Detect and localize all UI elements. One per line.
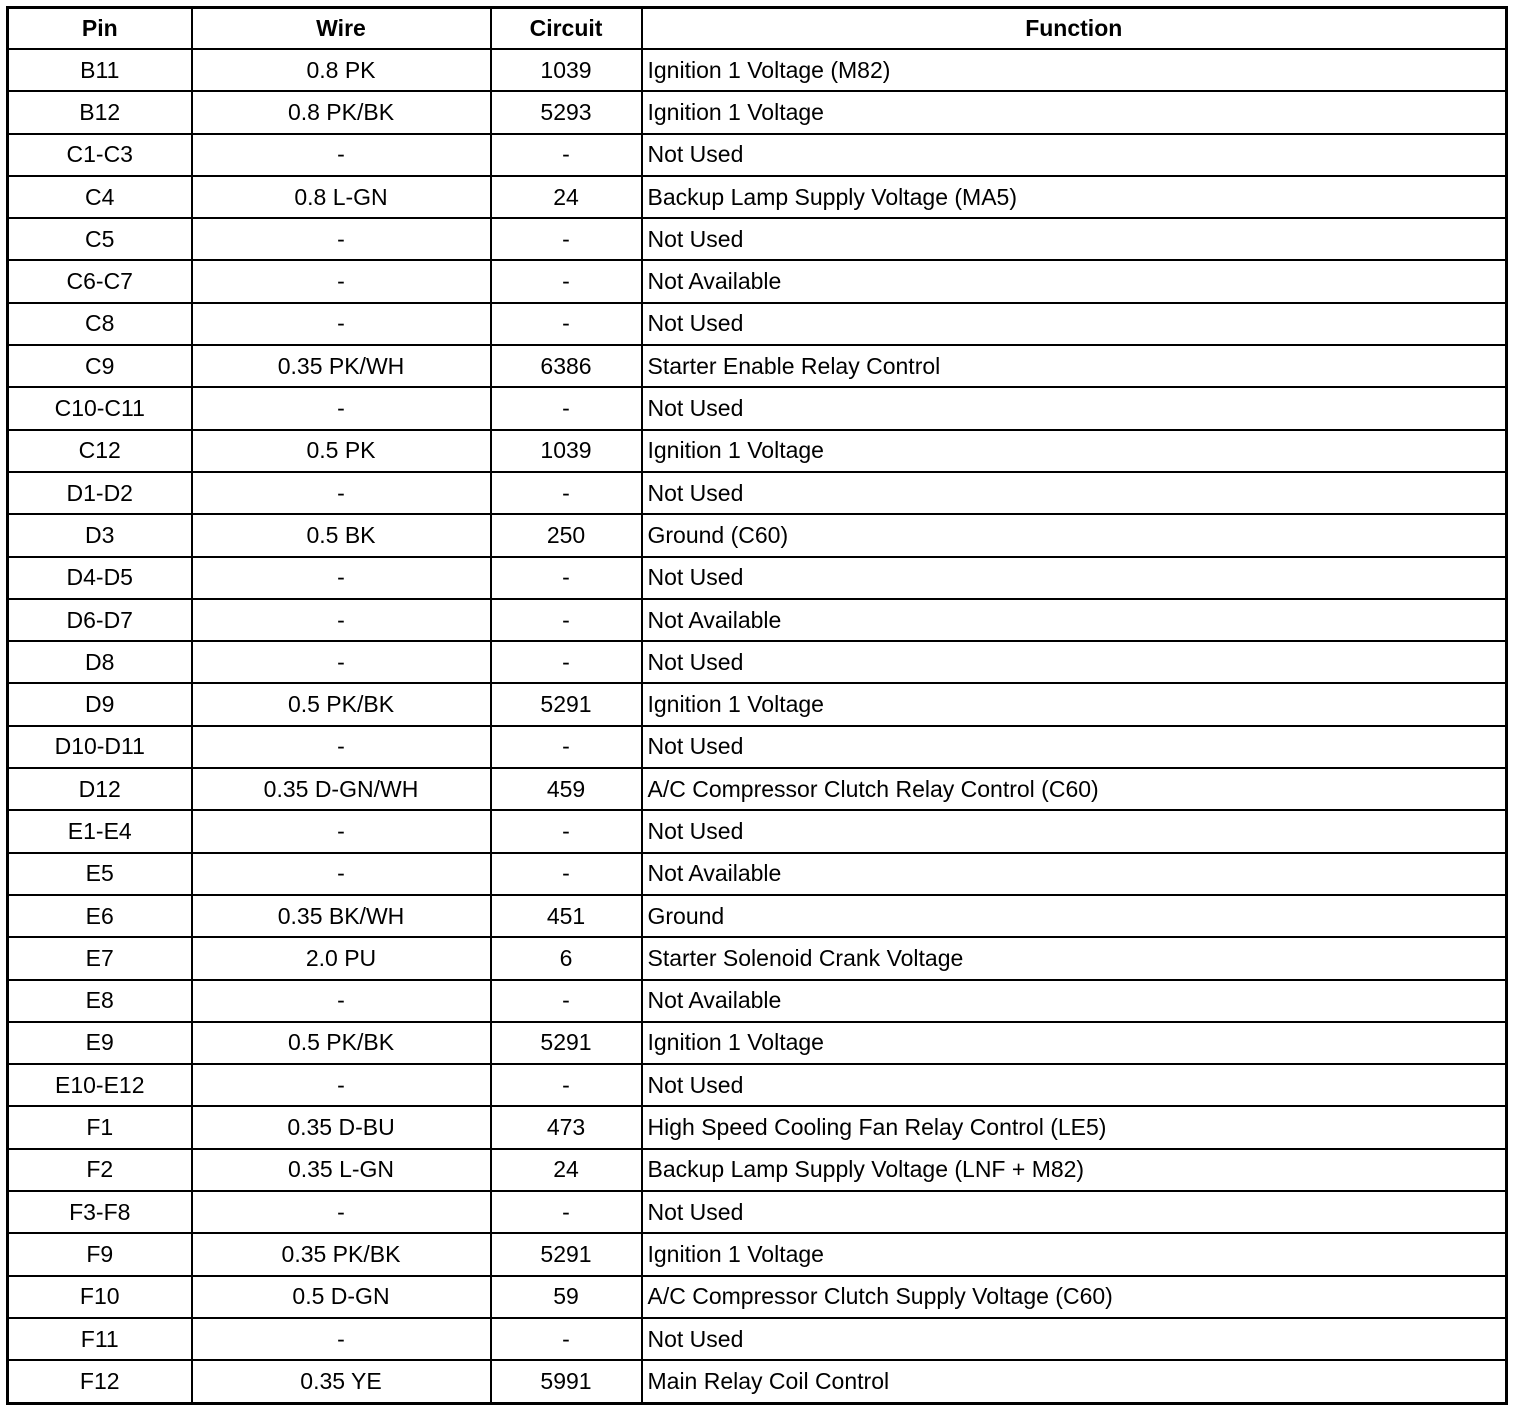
circuit-cell: - (491, 218, 642, 260)
function-cell: Not Used (642, 1191, 1507, 1233)
table-row (8, 345, 1507, 387)
circuit-cell: 5991 (491, 1360, 642, 1403)
function-cell: Not Used (642, 1064, 1507, 1106)
table-row (8, 49, 1507, 91)
wire-cell: - (192, 1318, 491, 1360)
table-row (8, 853, 1507, 895)
wire-cell: 0.35 YE (192, 1360, 491, 1403)
circuit-cell: 24 (491, 176, 642, 218)
table-row (8, 1191, 1507, 1233)
circuit-cell: - (491, 980, 642, 1022)
function-cell: Main Relay Coil Control (642, 1360, 1507, 1403)
function-cell: Ignition 1 Voltage (642, 683, 1507, 725)
table-row (8, 980, 1507, 1022)
circuit-cell: - (491, 472, 642, 514)
circuit-cell: 5291 (491, 1233, 642, 1275)
circuit-cell: 5291 (491, 683, 642, 725)
table-body (8, 49, 1507, 1404)
function-cell: Not Used (642, 810, 1507, 852)
table-row (8, 683, 1507, 725)
circuit-cell: 459 (491, 768, 642, 810)
circuit-cell: - (491, 134, 642, 176)
wire-cell: 0.35 BK/WH (192, 895, 491, 937)
pin-cell: F11 (8, 1318, 192, 1360)
circuit-cell: 250 (491, 514, 642, 556)
circuit-cell: 59 (491, 1276, 642, 1318)
function-cell: A/C Compressor Clutch Relay Control (C60) (642, 768, 1507, 810)
wire-cell: - (192, 641, 491, 683)
table-row (8, 726, 1507, 768)
table-row (8, 472, 1507, 514)
pin-cell: C12 (8, 430, 192, 472)
wire-cell: 0.8 L-GN (192, 176, 491, 218)
wire-cell: 2.0 PU (192, 937, 491, 979)
table-row (8, 91, 1507, 133)
wire-cell: - (192, 1064, 491, 1106)
wire-cell: - (192, 980, 491, 1022)
wire-cell: 0.8 PK/BK (192, 91, 491, 133)
function-cell: Not Used (642, 303, 1507, 345)
table-row (8, 1149, 1507, 1191)
wire-cell: 0.35 PK/WH (192, 345, 491, 387)
table-row (8, 303, 1507, 345)
function-cell: Not Used (642, 218, 1507, 260)
circuit-cell: - (491, 726, 642, 768)
table-row (8, 387, 1507, 429)
pin-cell: E8 (8, 980, 192, 1022)
circuit-cell: - (491, 1318, 642, 1360)
circuit-cell: - (491, 1191, 642, 1233)
function-cell: Ignition 1 Voltage (642, 91, 1507, 133)
circuit-cell: - (491, 599, 642, 641)
function-cell: A/C Compressor Clutch Supply Voltage (C60) (642, 1276, 1507, 1318)
pinout-table (6, 6, 1508, 1405)
circuit-cell: - (491, 260, 642, 302)
pin-cell: D3 (8, 514, 192, 556)
table-row (8, 218, 1507, 260)
function-cell: Not Used (642, 472, 1507, 514)
wire-cell: - (192, 599, 491, 641)
pin-cell: B12 (8, 91, 192, 133)
function-cell: Not Used (642, 134, 1507, 176)
circuit-cell: - (491, 557, 642, 599)
wire-cell: 0.35 PK/BK (192, 1233, 491, 1275)
table-row (8, 895, 1507, 937)
table-row (8, 514, 1507, 556)
table-row (8, 1106, 1507, 1148)
table-row (8, 260, 1507, 302)
pin-cell: E9 (8, 1022, 192, 1064)
pin-cell: F12 (8, 1360, 192, 1403)
pin-cell: E1-E4 (8, 810, 192, 852)
function-cell: Ignition 1 Voltage (642, 430, 1507, 472)
table-row (8, 599, 1507, 641)
circuit-cell: 6386 (491, 345, 642, 387)
wire-cell: - (192, 218, 491, 260)
function-cell: Not Used (642, 557, 1507, 599)
function-cell: Not Used (642, 641, 1507, 683)
wire-cell: 0.5 PK (192, 430, 491, 472)
function-cell: Not Available (642, 853, 1507, 895)
function-cell: Starter Enable Relay Control (642, 345, 1507, 387)
pin-cell: F3-F8 (8, 1191, 192, 1233)
wire-cell: - (192, 303, 491, 345)
circuit-cell: - (491, 1064, 642, 1106)
pin-cell: E5 (8, 853, 192, 895)
wire-cell: - (192, 134, 491, 176)
function-cell: Ignition 1 Voltage (M82) (642, 49, 1507, 91)
wire-cell: 0.35 D-GN/WH (192, 768, 491, 810)
table-row (8, 1064, 1507, 1106)
function-cell: Ignition 1 Voltage (642, 1022, 1507, 1064)
function-column-header: Function (642, 8, 1507, 50)
pin-cell: D9 (8, 683, 192, 725)
function-cell: Ground (C60) (642, 514, 1507, 556)
pin-cell: D8 (8, 641, 192, 683)
circuit-cell: 24 (491, 1149, 642, 1191)
pin-cell: F1 (8, 1106, 192, 1148)
pin-cell: C4 (8, 176, 192, 218)
pin-cell: D10-D11 (8, 726, 192, 768)
pin-column-header: Pin (8, 8, 192, 50)
wire-cell: - (192, 472, 491, 514)
table-row (8, 768, 1507, 810)
wire-cell: - (192, 557, 491, 599)
wire-cell: - (192, 853, 491, 895)
wire-cell: 0.35 D-BU (192, 1106, 491, 1148)
wire-column-header: Wire (192, 8, 491, 50)
function-cell: Not Used (642, 387, 1507, 429)
circuit-cell: 451 (491, 895, 642, 937)
function-cell: Not Used (642, 726, 1507, 768)
circuit-cell: - (491, 810, 642, 852)
wire-cell: 0.8 PK (192, 49, 491, 91)
pin-cell: D6-D7 (8, 599, 192, 641)
table-row (8, 1233, 1507, 1275)
wire-cell: 0.35 L-GN (192, 1149, 491, 1191)
wire-cell: 0.5 D-GN (192, 1276, 491, 1318)
circuit-cell: - (491, 853, 642, 895)
circuit-column-header: Circuit (491, 8, 642, 50)
pin-cell: E7 (8, 937, 192, 979)
header-row (8, 8, 1507, 50)
circuit-cell: 5291 (491, 1022, 642, 1064)
wire-cell: - (192, 726, 491, 768)
table-row (8, 810, 1507, 852)
pin-cell: C9 (8, 345, 192, 387)
table-row (8, 641, 1507, 683)
circuit-cell: - (491, 303, 642, 345)
pin-cell: D4-D5 (8, 557, 192, 599)
pin-cell: E10-E12 (8, 1064, 192, 1106)
function-cell: Not Available (642, 260, 1507, 302)
circuit-cell: 473 (491, 1106, 642, 1148)
wire-cell: - (192, 387, 491, 429)
wire-cell: - (192, 1191, 491, 1233)
table-row (8, 1360, 1507, 1403)
circuit-cell: 5293 (491, 91, 642, 133)
pin-cell: C1-C3 (8, 134, 192, 176)
pin-cell: D1-D2 (8, 472, 192, 514)
pin-cell: C5 (8, 218, 192, 260)
function-cell: Starter Solenoid Crank Voltage (642, 937, 1507, 979)
function-cell: Backup Lamp Supply Voltage (MA5) (642, 176, 1507, 218)
circuit-cell: - (491, 641, 642, 683)
table-row (8, 430, 1507, 472)
pin-cell: C6-C7 (8, 260, 192, 302)
table-row (8, 1318, 1507, 1360)
function-cell: Ignition 1 Voltage (642, 1233, 1507, 1275)
function-cell: Backup Lamp Supply Voltage (LNF + M82) (642, 1149, 1507, 1191)
pin-cell: C8 (8, 303, 192, 345)
function-cell: Ground (642, 895, 1507, 937)
wire-cell: - (192, 810, 491, 852)
table-row (8, 1276, 1507, 1318)
pin-cell: D12 (8, 768, 192, 810)
function-cell: Not Used (642, 1318, 1507, 1360)
pin-cell: F9 (8, 1233, 192, 1275)
pin-cell: B11 (8, 49, 192, 91)
pin-cell: F2 (8, 1149, 192, 1191)
pin-cell: F10 (8, 1276, 192, 1318)
table-row (8, 557, 1507, 599)
wire-cell: 0.5 PK/BK (192, 683, 491, 725)
table-row (8, 176, 1507, 218)
wire-cell: 0.5 BK (192, 514, 491, 556)
table-row (8, 134, 1507, 176)
circuit-cell: 1039 (491, 49, 642, 91)
pin-cell: E6 (8, 895, 192, 937)
function-cell: High Speed Cooling Fan Relay Control (LE5) (642, 1106, 1507, 1148)
table-row (8, 1022, 1507, 1064)
circuit-cell: 6 (491, 937, 642, 979)
table-row (8, 937, 1507, 979)
function-cell: Not Available (642, 980, 1507, 1022)
pin-cell: C10-C11 (8, 387, 192, 429)
circuit-cell: - (491, 387, 642, 429)
function-cell: Not Available (642, 599, 1507, 641)
wire-cell: - (192, 260, 491, 302)
wire-cell: 0.5 PK/BK (192, 1022, 491, 1064)
circuit-cell: 1039 (491, 430, 642, 472)
